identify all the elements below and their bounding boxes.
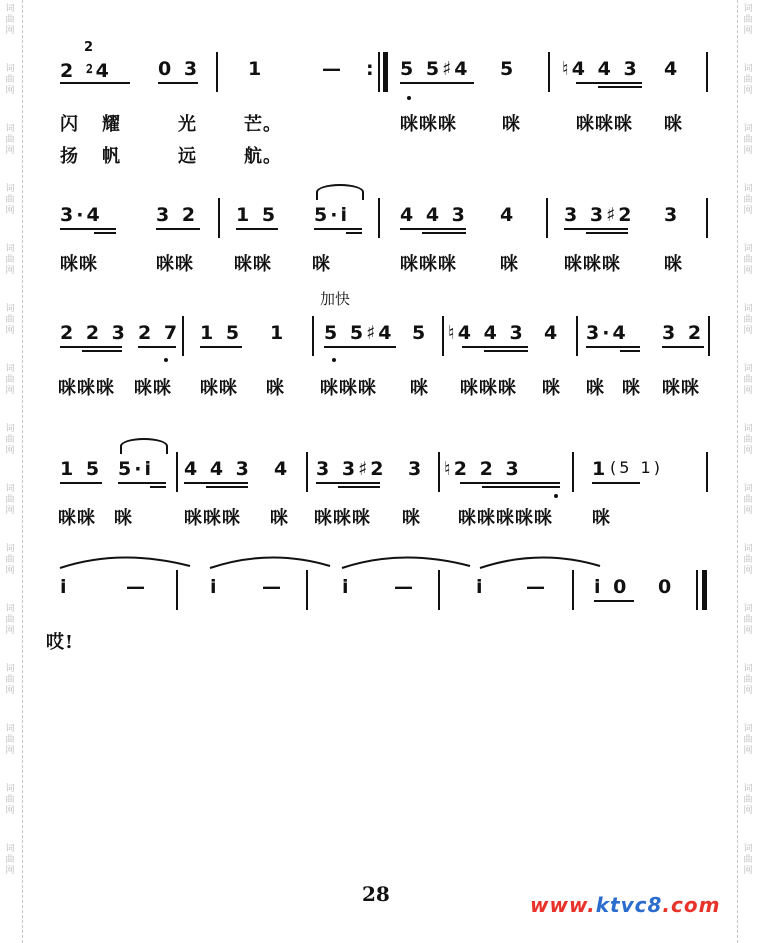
lyric: 咪咪 (60, 254, 98, 275)
lyric: 咪 (502, 114, 521, 135)
watermark-glyph: 网 (5, 806, 15, 816)
underline (118, 482, 166, 484)
lyric: 咪咪咪 (314, 508, 371, 529)
dash: — (126, 576, 148, 598)
watermark-glyph: 曲 (5, 255, 15, 265)
watermark-glyph: 曲 (743, 735, 753, 745)
underline (586, 346, 640, 348)
watermark-glyph: 曲 (743, 795, 753, 805)
note: 1 (248, 58, 265, 80)
barline (706, 52, 708, 92)
barline (306, 452, 308, 492)
watermark-glyph: 曲 (743, 435, 753, 445)
underline (60, 482, 102, 484)
watermark-glyph: 曲 (743, 195, 753, 205)
watermark-glyph: 网 (743, 326, 753, 336)
watermark-glyph: 曲 (743, 135, 753, 145)
watermark-glyph: 曲 (743, 495, 753, 505)
watermark-glyph: 网 (743, 626, 753, 636)
dash: — (394, 576, 416, 598)
note-group: ♮2 2 3 (444, 458, 522, 480)
slur (316, 184, 364, 200)
repeat-barline (383, 52, 388, 92)
underline (598, 86, 642, 88)
note: 5 (500, 58, 517, 80)
watermark-glyph: 网 (5, 266, 15, 276)
barline (176, 452, 178, 492)
watermark-glyph: 网 (743, 566, 753, 576)
note-group: 5 5♯4 (324, 322, 395, 344)
watermark-glyph: 词 (5, 4, 15, 14)
dash: — (262, 576, 284, 598)
site-watermark (530, 893, 720, 917)
underline (586, 232, 628, 234)
dash: — (322, 58, 344, 80)
lyric: 光 (178, 114, 197, 135)
underline (482, 486, 560, 488)
underline (576, 82, 642, 84)
underline (60, 82, 130, 84)
watermark-glyph: 曲 (743, 855, 753, 865)
underline (314, 228, 362, 230)
note-group: 3 3♯2 (316, 458, 387, 480)
slur (120, 438, 168, 454)
barline (378, 198, 380, 238)
underline (200, 346, 242, 348)
lyric: 耀 (102, 114, 121, 135)
underline (60, 228, 116, 230)
notes-line (30, 570, 730, 610)
lyric: 咪咪 (200, 378, 238, 399)
underline (564, 228, 628, 230)
watermark-glyph: 网 (5, 626, 15, 636)
notes-line (30, 40, 730, 92)
watermark-glyph: 网 (743, 266, 753, 276)
watermark-glyph: 词 (5, 784, 15, 794)
note-group: (5 1) (610, 458, 663, 477)
note-group: 5·i (118, 458, 154, 480)
underline (346, 232, 362, 234)
note: 4 (664, 58, 681, 80)
watermark-glyph: 曲 (743, 555, 753, 565)
watermark-glyph: 网 (5, 86, 15, 96)
watermark-glyph: 网 (5, 446, 15, 456)
watermark-glyph: 网 (5, 866, 15, 876)
note: 4 (274, 458, 291, 480)
watermark-glyph: 词 (5, 364, 15, 374)
underline (484, 350, 528, 352)
underline (620, 350, 640, 352)
watermark-glyph: 词 (5, 244, 15, 254)
watermark-glyph: 曲 (5, 435, 15, 445)
barline (696, 570, 698, 610)
watermark-glyph: 曲 (743, 15, 753, 25)
site-part: www. (530, 893, 596, 917)
watermark-glyph: 曲 (743, 255, 753, 265)
lyric: 咪 (500, 254, 519, 275)
watermark-glyph: 网 (5, 326, 15, 336)
rest: 0 (658, 576, 675, 598)
note-group: i 0 (594, 576, 630, 598)
underline (400, 82, 474, 84)
low-dot (332, 358, 336, 362)
barline (572, 452, 574, 492)
note-group: ♮4 4 3 (448, 322, 526, 344)
lyric: 咪咪咪咪咪 (458, 508, 553, 529)
note-group: 4 4 3 (184, 458, 252, 480)
watermark-glyph: 词 (743, 244, 753, 254)
lyric: 咪 (664, 254, 683, 275)
watermark-glyph: 曲 (5, 615, 15, 625)
note-group: 2 7 (138, 322, 181, 344)
site-part: .com (662, 893, 721, 917)
watermark-glyph: 曲 (5, 315, 15, 325)
underline (206, 486, 248, 488)
watermark-glyph: 词 (5, 424, 15, 434)
note-group: 0 3 (158, 58, 201, 80)
notes-line (30, 316, 730, 356)
underline (138, 346, 176, 348)
barline (706, 198, 708, 238)
watermark-glyph: 词 (5, 844, 15, 854)
watermark-glyph: 词 (743, 724, 753, 734)
watermark-glyph: 曲 (5, 735, 15, 745)
barline (548, 52, 550, 92)
watermark-glyph: 词 (5, 664, 15, 674)
lyric: 闪 (60, 114, 79, 135)
lyric: 远 (178, 146, 197, 167)
lyric: 咪咪咪 (58, 378, 115, 399)
underline (316, 482, 380, 484)
lyric: 芒。 (244, 114, 282, 135)
underline (94, 232, 116, 234)
barline (306, 570, 308, 610)
final-barline (702, 570, 707, 610)
lyric: 咪咪咪 (400, 114, 457, 135)
watermark-glyph: 词 (743, 544, 753, 554)
note: 1 (270, 322, 287, 344)
note: 4 (500, 204, 517, 226)
watermark-glyph: 词 (5, 544, 15, 554)
dash: — (526, 576, 548, 598)
watermark-glyph: 词 (743, 4, 753, 14)
watermark-glyph: 曲 (743, 615, 753, 625)
repeat-sign: : (366, 58, 377, 80)
watermark-glyph: 网 (743, 86, 753, 96)
note-group: 2 ⁲4 (60, 60, 112, 82)
note: 5 (412, 322, 429, 344)
watermark-glyph: 词 (743, 784, 753, 794)
underline (462, 346, 528, 348)
barline (176, 570, 178, 610)
tempo-marking: 加快 (320, 290, 351, 308)
lyric: 咪 (266, 378, 285, 399)
note-group: 1 5 (236, 204, 279, 226)
watermark-glyph: 网 (743, 806, 753, 816)
barline (546, 198, 548, 238)
lyric: 咪 (410, 378, 429, 399)
lyric: 咪 (312, 254, 331, 275)
lyric: 咪咪 (58, 508, 96, 529)
music-score (30, 0, 730, 943)
watermark-glyph: 曲 (5, 675, 15, 685)
note: i (60, 576, 70, 598)
watermark-glyph: 词 (5, 124, 15, 134)
watermark-glyph: 词 (743, 64, 753, 74)
watermark-glyph: 网 (743, 506, 753, 516)
underline (60, 346, 122, 348)
underline (592, 482, 640, 484)
watermark-glyph: 网 (5, 746, 15, 756)
watermark-glyph: 词 (743, 124, 753, 134)
watermark-glyph: 网 (5, 566, 15, 576)
barline (438, 452, 440, 492)
low-dot (554, 494, 558, 498)
lyric: 咪 (622, 378, 641, 399)
barline (708, 316, 710, 356)
watermark-glyph: 网 (5, 206, 15, 216)
underline (422, 232, 466, 234)
watermark-glyph: 曲 (5, 75, 15, 85)
barline (216, 52, 218, 92)
lyric: 咪 (592, 508, 611, 529)
lyric: 扬 (60, 146, 79, 167)
watermark-glyph: 网 (743, 746, 753, 756)
underline (594, 600, 634, 602)
lyric: 咪 (586, 378, 605, 399)
low-dot (164, 358, 168, 362)
watermark-glyph: 词 (5, 724, 15, 734)
watermark-glyph: 网 (743, 206, 753, 216)
lyric: 咪咪 (234, 254, 272, 275)
note-group: 3·4 (586, 322, 629, 344)
note-group: 3·4 (60, 204, 103, 226)
note: i (342, 576, 352, 598)
note-group: ♮4 4 3 (562, 58, 640, 80)
watermark-glyph: 曲 (5, 375, 15, 385)
lyric: 帆 (102, 146, 121, 167)
lyric: 咪咪 (134, 378, 172, 399)
lyric: 咪 (664, 114, 683, 135)
underline (400, 228, 466, 230)
note-group: 3 2 (662, 322, 705, 344)
watermark-glyph: 词 (5, 304, 15, 314)
underline (338, 486, 380, 488)
note: 3 (408, 458, 425, 480)
watermark-glyph: 词 (743, 664, 753, 674)
watermark-glyph: 网 (743, 26, 753, 36)
watermark-glyph: 词 (5, 484, 15, 494)
lyric: 哎! (46, 632, 74, 653)
watermark-glyph: 曲 (5, 555, 15, 565)
watermark-glyph: 词 (743, 304, 753, 314)
note: i (476, 576, 486, 598)
notes-line (30, 198, 730, 238)
lyric: 咪 (402, 508, 421, 529)
note: 4 (544, 322, 561, 344)
lyric: 咪咪 (662, 378, 700, 399)
watermark-glyph: 词 (743, 364, 753, 374)
note-group: 1 5 (200, 322, 243, 344)
underline (236, 228, 278, 230)
note-group: 3 2 (156, 204, 199, 226)
watermark-glyph: 词 (5, 184, 15, 194)
note: 1 (592, 458, 609, 480)
watermark-glyph: 曲 (743, 75, 753, 85)
right-watermark-strip (737, 0, 760, 943)
watermark-glyph: 网 (5, 146, 15, 156)
watermark-glyph: 网 (5, 506, 15, 516)
underline (324, 346, 396, 348)
watermark-glyph: 网 (743, 386, 753, 396)
lyric: 咪咪 (156, 254, 194, 275)
watermark-glyph: 网 (743, 866, 753, 876)
note-group: 4 4 3 (400, 204, 468, 226)
watermark-glyph: 曲 (5, 795, 15, 805)
watermark-glyph: 曲 (743, 675, 753, 685)
barline (182, 316, 184, 356)
note-group: 2 2 3 (60, 322, 128, 344)
note: 3 (664, 204, 681, 226)
watermark-glyph: 曲 (743, 315, 753, 325)
watermark-glyph: 网 (743, 146, 753, 156)
lyric: 咪 (270, 508, 289, 529)
barline (442, 316, 444, 356)
lyric: 咪 (114, 508, 133, 529)
underline (184, 482, 248, 484)
notes-line (30, 452, 730, 492)
barline (706, 452, 708, 492)
lyric: 咪咪咪 (320, 378, 377, 399)
lyric: 咪咪咪 (564, 254, 621, 275)
note: i (210, 576, 220, 598)
watermark-glyph: 词 (743, 604, 753, 614)
low-dot (407, 96, 411, 100)
watermark-glyph: 词 (743, 184, 753, 194)
page-number: 28 (362, 882, 390, 906)
watermark-glyph: 网 (5, 386, 15, 396)
site-part: ktvc8 (595, 893, 663, 917)
note-group: 5 5♯4 (400, 58, 471, 80)
watermark-glyph: 曲 (5, 195, 15, 205)
underline (662, 346, 704, 348)
watermark-glyph: 词 (5, 64, 15, 74)
watermark-glyph: 词 (743, 844, 753, 854)
watermark-glyph: 曲 (743, 375, 753, 385)
watermark-glyph: 曲 (5, 495, 15, 505)
lyric: 咪咪咪 (184, 508, 241, 529)
underline (150, 486, 166, 488)
lyric: 航。 (244, 146, 282, 167)
left-watermark-strip (0, 0, 23, 943)
watermark-glyph: 网 (743, 446, 753, 456)
barline (576, 316, 578, 356)
watermark-glyph: 词 (5, 604, 15, 614)
underline (158, 82, 198, 84)
underline (156, 228, 200, 230)
watermark-glyph: 网 (743, 686, 753, 696)
underline (460, 482, 560, 484)
barline (312, 316, 314, 356)
note-group: 5·i (314, 204, 350, 226)
watermark-glyph: 网 (5, 26, 15, 36)
barline (378, 52, 380, 92)
lyric: 咪咪咪 (460, 378, 517, 399)
lyric: 咪 (542, 378, 561, 399)
lyric: 咪咪咪 (576, 114, 633, 135)
barline (572, 570, 574, 610)
watermark-glyph: 词 (743, 424, 753, 434)
watermark-glyph: 网 (5, 686, 15, 696)
watermark-glyph: 曲 (5, 135, 15, 145)
note-group: 3 3♯2 (564, 204, 635, 226)
grace-note: 2 (84, 40, 97, 55)
lyric: 咪咪咪 (400, 254, 457, 275)
watermark-glyph: 曲 (5, 855, 15, 865)
barline (438, 570, 440, 610)
note-group: 1 5 (60, 458, 103, 480)
barline (218, 198, 220, 238)
watermark-glyph: 词 (743, 484, 753, 494)
underline (82, 350, 122, 352)
watermark-glyph: 曲 (5, 15, 15, 25)
